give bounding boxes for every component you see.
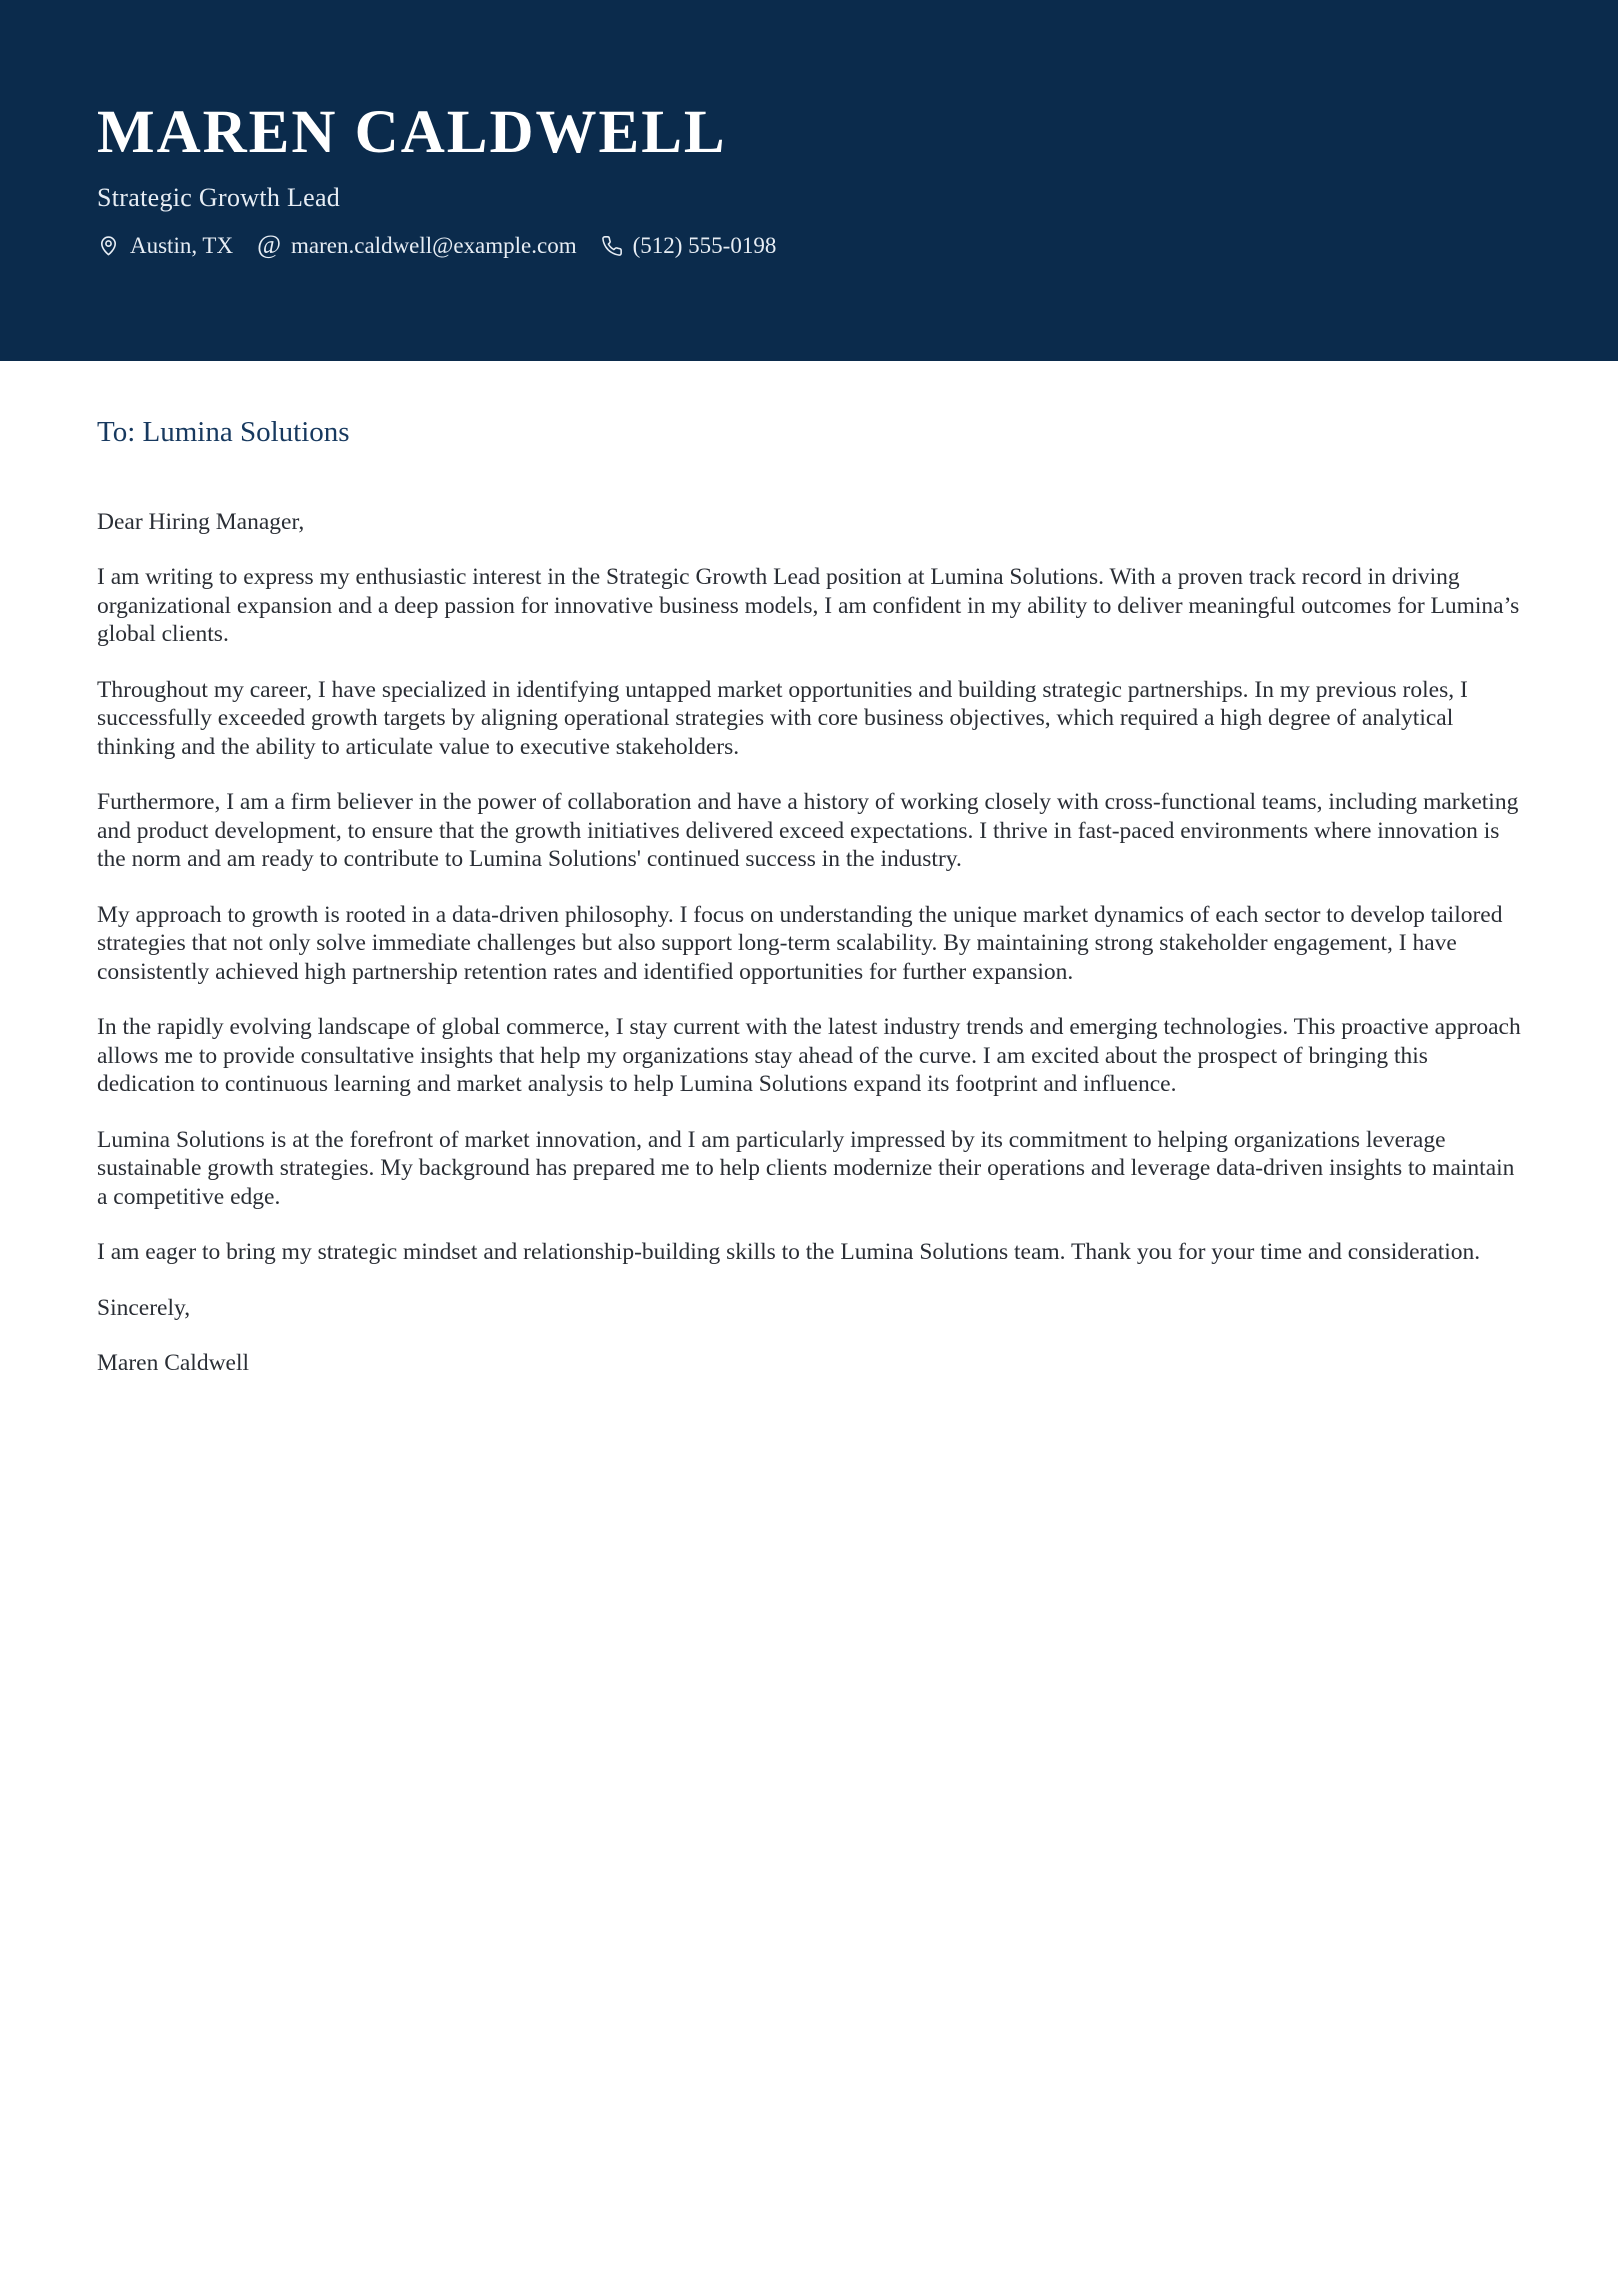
- contact-location: [97, 233, 233, 259]
- paragraph-7: I am eager to bring my strategic mindset and relationship-building skills to the Lumina Solutions team. Thank you for your time and consideration.: [97, 1239, 1481, 1266]
- contact-location-text: Austin, TX: [130, 232, 234, 258]
- closing: Sincerely,: [97, 1294, 191, 1321]
- phone-icon: [601, 235, 623, 257]
- header-banner: [0, 0, 1618, 361]
- job-title: Strategic Growth Lead: [97, 183, 341, 212]
- recipient-line: To: Lumina Solutions: [97, 416, 350, 448]
- paragraph-3: Furthermore, I am a firm believer in the power of collaboration and have a history of working closely with cross-functional teams, including marketing and product development, to ensure that the growth initiatives delivered exceed expectations. I thrive in fast-paced environments where innovation is the norm and am ready to contribute to Lumina Solutions' continued success in the industry.: [97, 789, 1519, 873]
- contact-email: [257, 229, 577, 259]
- at-sign-icon: @: [257, 229, 282, 259]
- paragraph-6: Lumina Solutions is at the forefront of market innovation, and I am particularly impressed by its commitment to helping organizations leverage sustainable growth strategies. My background has prepared me to help clients modernize their operations and leverage data-driven insights to maintain a competitive edge.: [97, 1126, 1515, 1210]
- contact-phone: [601, 233, 777, 259]
- contact-row: [97, 229, 1530, 259]
- paragraph-1: I am writing to express my enthusiastic interest in the Strategic Growth Lead position at Lumina Solutions. With a proven track record in driving organizational expansion and a deep passion for innovative business models, I am confident in my ability to deliver meaningful outcomes for Lumina’s global clients.: [97, 564, 1520, 648]
- paragraph-2: Throughout my career, I have specialized in identifying untapped market opportunities and building strategic partnerships. In my previous roles, I successfully exceeded growth targets by aligning operational strategies with core business objectives, which required a high degree of analytical thinking and the ability to articulate value to executive stakeholders.: [97, 676, 1468, 760]
- paragraph-5: In the rapidly evolving landscape of global commerce, I stay current with the latest industry trends and emerging technologies. This proactive approach allows me to provide consultative insights that help my organizations stay ahead of the curve. I am excited about the prospect of bringing this dedication to continuous learning and market analysis to help Lumina Solutions expand its footprint and influence.: [97, 1014, 1521, 1098]
- signature: Maren Caldwell: [97, 1350, 250, 1377]
- location-pin-icon: [97, 234, 120, 257]
- person-name: MAREN CALDWELL: [97, 99, 727, 166]
- contact-email-text: maren.caldwell@example.com: [291, 232, 577, 258]
- salutation: Dear Hiring Manager,: [97, 508, 305, 535]
- paragraph-4: My approach to growth is rooted in a data-driven philosophy. I focus on understanding the unique market dynamics of each sector to develop tailored strategies that not only solve immediate challenges but also support long-term scalability. By maintaining strong stakeholder engagement, I have consistently achieved high partnership retention rates and identified opportunities for further expansion.: [97, 901, 1503, 985]
- letter-body: [0, 361, 1618, 1378]
- contact-phone-text: (512) 555-0198: [632, 232, 777, 258]
